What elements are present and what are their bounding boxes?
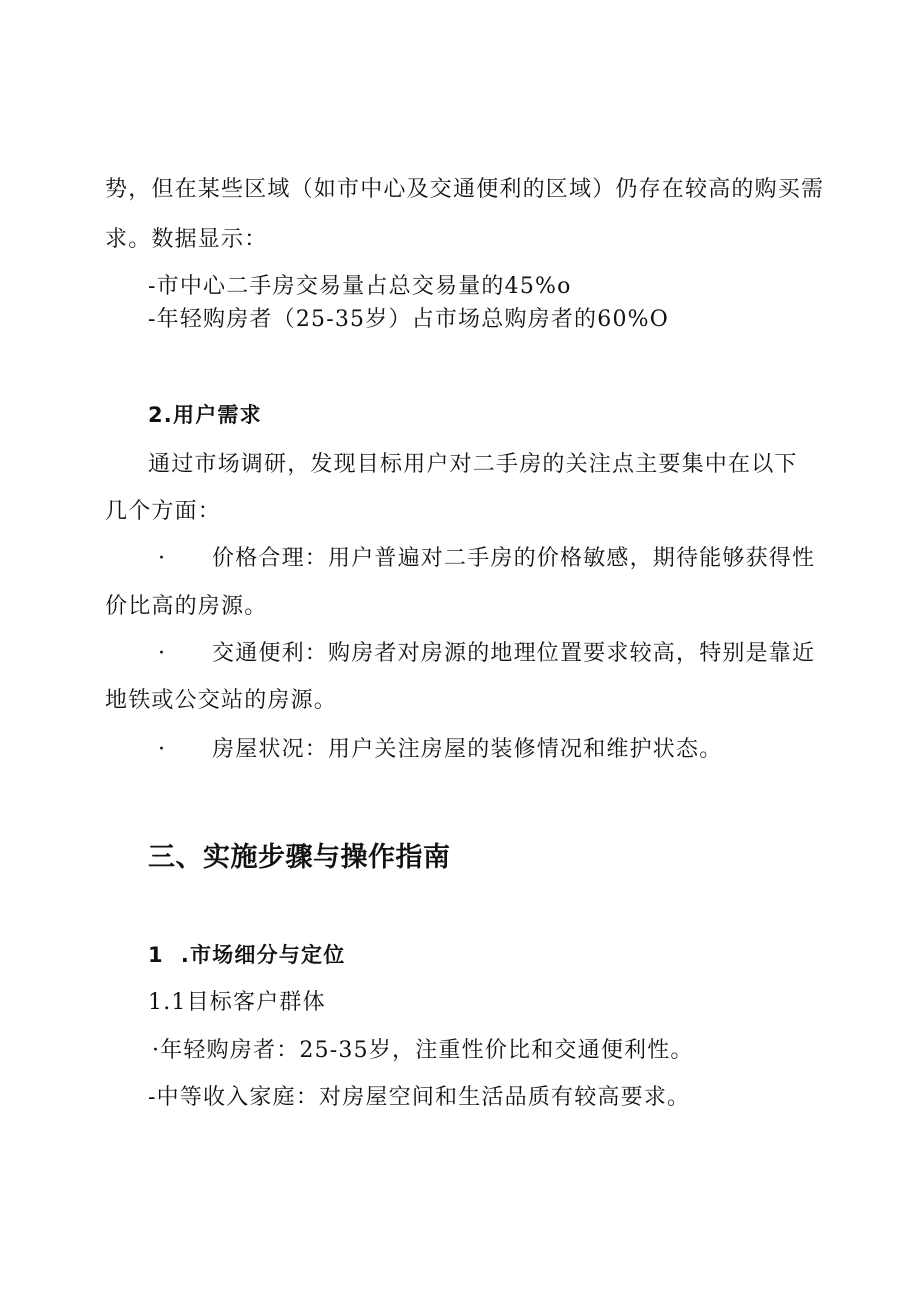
bullet-dot: · <box>158 546 165 571</box>
market-stat-downtown: -市中心二手房交易量占总交易量的45%o <box>148 274 572 299</box>
section-3-heading: 三、实施步骤与操作指南 <box>148 842 451 873</box>
market-stat-young-buyers: -年轻购房者（25-35岁）占市场总购房者的60%O <box>148 307 669 332</box>
need-price-line-1: 价格合理：用户普遍对二手房的价格敏感，期待能够获得性 <box>212 546 816 571</box>
bullet-dot: · <box>158 641 165 666</box>
target-customer-heading: 1.1目标客户群体 <box>148 990 326 1015</box>
need-transport-line-1: 交通便利：购房者对房源的地理位置要求较高，特别是靠近 <box>212 641 816 666</box>
user-needs-intro-line-2: 几个方面： <box>105 499 222 524</box>
customer-middle-income: -中等收入家庭：对房屋空间和生活品质有较高要求。 <box>148 1085 691 1110</box>
market-trend-line-2: 求。数据显示： <box>105 227 268 252</box>
bullet-dot: · <box>158 737 165 762</box>
need-condition-line-1: 房屋状况：用户关注房屋的装修情况和维护状态。 <box>212 737 723 762</box>
user-needs-intro-line-1: 通过市场调研，发现目标用户对二手房的关注点主要集中在以下 <box>148 452 798 477</box>
need-price-line-2: 价比高的房源。 <box>105 594 268 619</box>
market-trend-line-1: 势，但在某些区域（如市中心及交通便利的区域）仍存在较高的购买需 <box>105 177 825 202</box>
need-transport-line-2: 地铁或公交站的房源。 <box>105 688 338 713</box>
market-segmentation-heading: 1 .市场细分与定位 <box>148 943 346 967</box>
user-needs-heading: 2.用户需求 <box>148 403 262 427</box>
customer-young-buyers: ·年轻购房者：25-35岁，注重性价比和交通便利性。 <box>152 1038 694 1063</box>
